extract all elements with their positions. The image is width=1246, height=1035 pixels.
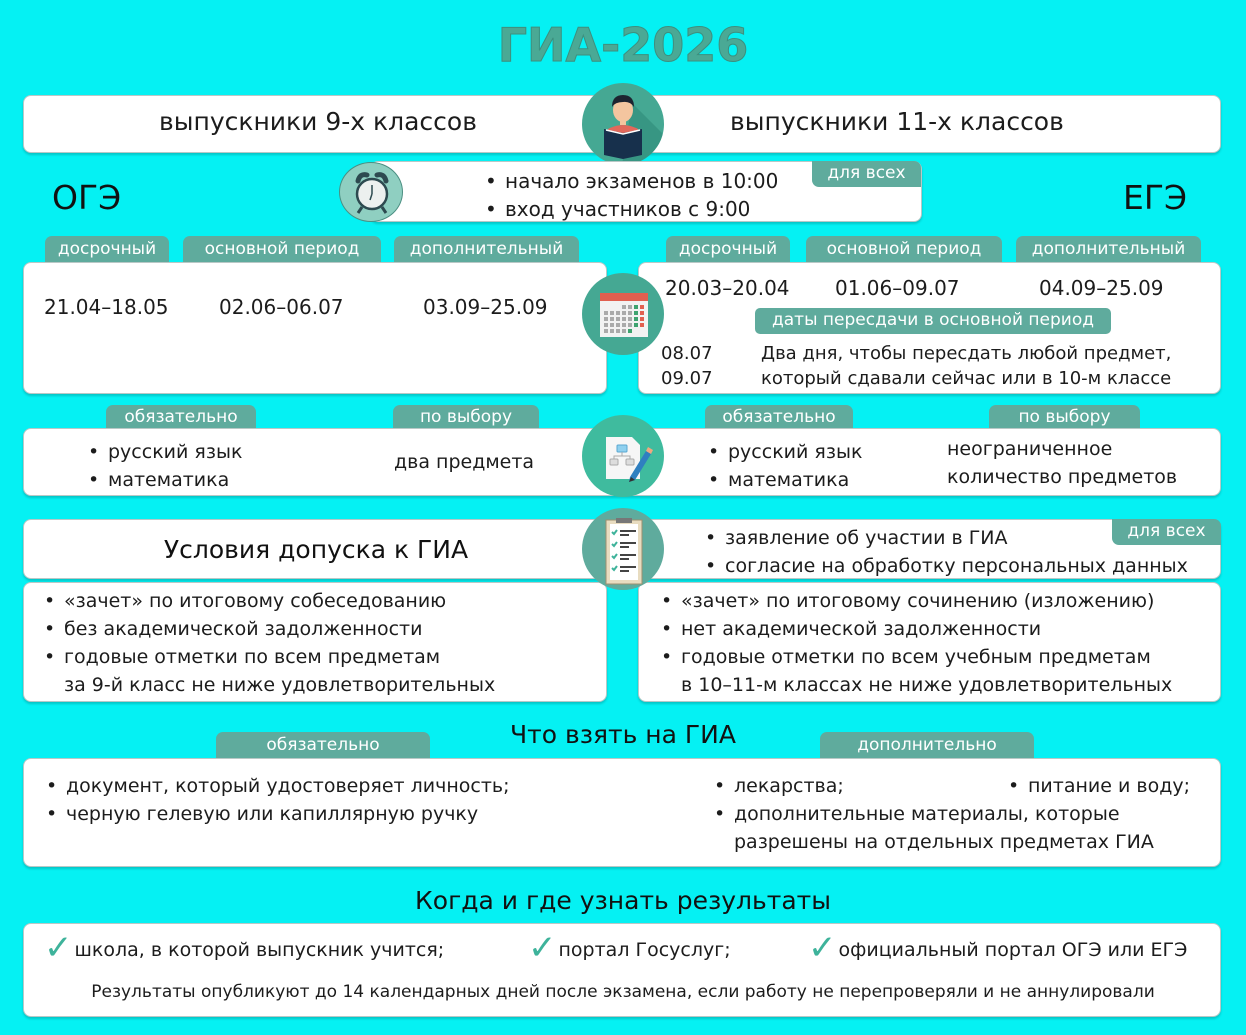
subject-item: • математика (706, 466, 862, 494)
result-source-label: официальный портал ОГЭ или ЕГЭ (838, 939, 1188, 961)
ege-date-early: 20.03–20.04 (665, 276, 790, 300)
result-source-label: школа, в которой выпускник учится; (74, 939, 445, 961)
ege-choice-subjects: неограниченное (947, 438, 1113, 460)
exam-time-list (483, 167, 778, 223)
alarm-clock-icon (339, 162, 403, 222)
calendar-icon (582, 273, 664, 355)
tab-bring-required: обязательно (216, 732, 430, 758)
bring-required-item: • документ, который удостоверяет личность; (44, 772, 510, 800)
results-title: Когда и где узнать результаты (415, 886, 831, 915)
admission-oge-item: • «зачет» по итоговому собеседованию (42, 587, 495, 615)
admission-ege-item: • нет академической задолженности (659, 615, 1172, 643)
result-source (808, 928, 1188, 968)
results-card (23, 923, 1221, 1017)
bring-title: Что взять на ГИА (510, 720, 736, 749)
tab-bring-optional: дополнительно (820, 732, 1034, 758)
admission-ege-card (638, 582, 1221, 702)
admission-title-card (23, 519, 607, 579)
clipboard-checklist-icon (582, 508, 664, 590)
retake-description: Два дня, чтобы пересдать любой предмет, (761, 343, 1172, 364)
tab-ege-required: обязательно (705, 405, 853, 429)
ege-date-additional: 04.09–25.09 (1039, 276, 1164, 300)
check-icon: ✓ (44, 928, 73, 968)
ege-required-subjects (706, 438, 862, 494)
admission-oge-item: • годовые отметки по всем предметам (42, 643, 495, 671)
page-title: ГИА-2026 (497, 18, 749, 72)
for-all-badge: для всех (1112, 519, 1221, 545)
check-icon: ✓ (528, 928, 557, 968)
bring-card (23, 758, 1221, 867)
bring-optional-item: • питание и воду; (1006, 772, 1190, 800)
bring-required-list (44, 772, 510, 828)
admission-oge-list (42, 587, 495, 699)
ege-date-main: 01.06–09.07 (835, 276, 960, 300)
tab-oge-additional: дополнительный (394, 236, 579, 262)
exam-time-item: • начало экзаменов в 10:00 (483, 167, 778, 195)
document-pencil-icon (582, 415, 664, 497)
bring-optional-item: разрешены на отдельных предметах ГИА (734, 831, 1154, 853)
retake-date: 08.07 (661, 343, 713, 364)
ege-periods-card (638, 262, 1221, 394)
subject-item: • русский язык (706, 438, 862, 466)
tab-ege-choice: по выбору (989, 405, 1140, 429)
oge-heading: ОГЭ (52, 178, 122, 217)
exam-time-item: • вход участников с 9:00 (483, 195, 778, 223)
admission-ege-item: • «зачет» по итоговому сочинению (изложению) (659, 587, 1172, 615)
retake-description: который сдавали сейчас или в 10-м классе (761, 368, 1172, 389)
oge-periods-card (23, 262, 607, 394)
subject-item: • русский язык (86, 438, 242, 466)
admission-ege-item: в 10–11-м классах не ниже удовлетворительных (681, 674, 1173, 696)
tab-oge-early: досрочный (45, 236, 169, 262)
result-source (44, 928, 445, 968)
oge-date-main: 02.06–06.07 (219, 295, 344, 319)
ege-choice-subjects: количество предметов (947, 466, 1178, 488)
result-source (528, 928, 731, 968)
tab-oge-main: основной период (183, 236, 381, 262)
tab-ege-early: досрочный (666, 236, 790, 262)
admission-oge-item: за 9-й класс не ниже удовлетворительных (64, 674, 496, 696)
subject-item: • математика (86, 466, 242, 494)
admission-title: Условия допуска к ГИА (163, 535, 469, 564)
result-source-label: портал Госуслуг; (558, 939, 731, 961)
admission-oge-item: • без академической задолженности (42, 615, 495, 643)
bring-required-item: • черную гелевую или капиллярную ручку (44, 800, 510, 828)
retake-dates-label: даты пересдачи в основной период (755, 308, 1111, 334)
bring-optional-list (1006, 772, 1190, 800)
admission-oge-card (23, 582, 607, 702)
oge-date-early: 21.04–18.05 (44, 295, 169, 319)
results-note: Результаты опубликуют до 14 календарных дней после экзамена, если работу не перепроверяли и не аннулировали (91, 982, 1155, 1002)
tab-oge-choice: по выбору (393, 405, 539, 429)
tab-oge-required: обязательно (106, 405, 256, 429)
oge-choice-subjects: два предмета (394, 451, 535, 473)
admission-common-item: • согласие на обработку персональных данных (703, 552, 1188, 580)
admission-ege-item: • годовые отметки по всем учебным предметам (659, 643, 1172, 671)
student-reading-icon (582, 83, 664, 165)
bring-optional-item: • лекарства; (712, 772, 1154, 800)
check-icon: ✓ (808, 928, 837, 968)
for-all-badge: для всех (812, 161, 921, 187)
bring-optional-item: • дополнительные материалы, которые (712, 800, 1154, 828)
tab-ege-additional: дополнительный (1016, 236, 1201, 262)
tab-ege-main: основной период (806, 236, 1002, 262)
oge-required-subjects (86, 438, 242, 494)
grade9-label: выпускники 9-х классов (159, 107, 477, 136)
admission-common-item: • заявление об участии в ГИА (703, 524, 1188, 552)
ege-heading: ЕГЭ (1123, 178, 1188, 217)
grade11-label: выпускники 11-х классов (730, 107, 1064, 136)
oge-date-additional: 03.09–25.09 (423, 295, 548, 319)
admission-ege-list (659, 587, 1172, 699)
retake-date: 09.07 (661, 368, 713, 389)
